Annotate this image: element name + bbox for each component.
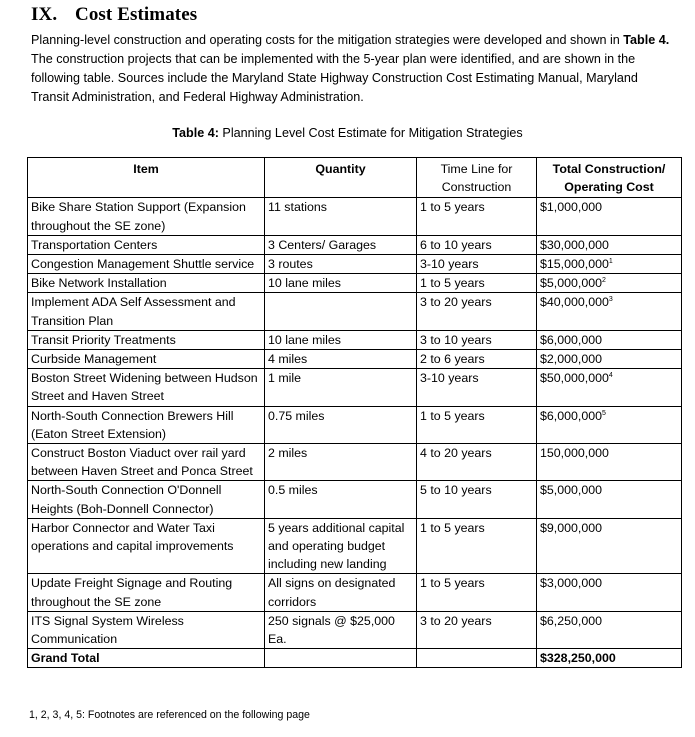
cell-timeline-text: 1 to 5 years bbox=[420, 576, 485, 591]
cell-quantity bbox=[265, 198, 417, 235]
cell-timeline-text: 3-10 years bbox=[420, 371, 479, 386]
cell-timeline-text: 5 to 10 years bbox=[420, 483, 492, 498]
cell-timeline-text: 3 to 20 years bbox=[420, 295, 492, 310]
cell-cost-text: $6,250,000 bbox=[540, 613, 603, 628]
cell-item bbox=[28, 198, 265, 235]
cell-cost-text: $5,000,000 bbox=[540, 483, 603, 498]
header-item: Item bbox=[28, 158, 265, 198]
cell-timeline bbox=[417, 518, 537, 574]
cell-cost bbox=[537, 481, 682, 518]
table-row bbox=[28, 235, 682, 254]
cost-estimate-table bbox=[27, 157, 682, 668]
table-caption bbox=[0, 126, 695, 140]
cell-quantity bbox=[265, 444, 417, 481]
cell-quantity-text: 0.75 miles bbox=[268, 408, 325, 423]
cell-quantity-text: 3 routes bbox=[268, 257, 313, 272]
cell-cost bbox=[537, 406, 682, 443]
cell-item-text: Construct Boston Viaduct over rail yard between Haven Street and Ponca Street bbox=[31, 446, 253, 479]
cell-timeline-text: 1 to 5 years bbox=[420, 520, 485, 535]
cell-timeline bbox=[417, 274, 537, 293]
cell-timeline-text: 1 to 5 years bbox=[420, 276, 485, 291]
cell-cost bbox=[537, 235, 682, 254]
footnote-marker: 5 bbox=[602, 409, 606, 417]
cell-item bbox=[28, 481, 265, 518]
cell-timeline bbox=[417, 350, 537, 369]
cell-cost bbox=[537, 293, 682, 330]
grand-total-quantity-empty bbox=[265, 649, 417, 668]
cell-cost-text: $6,000,000 bbox=[540, 332, 603, 347]
cell-cost-text: $50,000,000 bbox=[540, 371, 609, 386]
cell-timeline-text: 3 to 10 years bbox=[420, 332, 492, 347]
cell-cost bbox=[537, 518, 682, 574]
cell-quantity-text: All signs on designated corridors bbox=[268, 576, 396, 609]
cell-timeline bbox=[417, 369, 537, 406]
grand-total-row bbox=[28, 649, 682, 668]
table-body bbox=[28, 198, 682, 668]
header-quantity: Quantity bbox=[265, 158, 417, 198]
grand-total-label: Grand Total bbox=[28, 649, 265, 668]
table-row bbox=[28, 369, 682, 406]
cell-quantity-text: 0.5 miles bbox=[268, 483, 318, 498]
cell-item bbox=[28, 274, 265, 293]
cell-cost-text: 150,000,000 bbox=[540, 446, 609, 461]
cell-timeline-text: 6 to 10 years bbox=[420, 237, 492, 252]
cell-item-text: Bike Share Station Support (Expansion throughout the SE zone) bbox=[31, 200, 246, 233]
cell-cost bbox=[537, 198, 682, 235]
cell-item bbox=[28, 406, 265, 443]
footnote-marker: 2 bbox=[602, 277, 606, 285]
cell-quantity-text: 5 years additional capital and operating budget including new landing bbox=[268, 520, 405, 572]
intro-text-2: The construction projects that can be implemented with the 5-year plan were identified, and are shown in the following table. Sources include the Maryland State Highway Construction Cost Estimating Manual, Maryland Transit Administration, and Federal Highway Administration. bbox=[31, 52, 638, 104]
table-row bbox=[28, 274, 682, 293]
cell-item bbox=[28, 574, 265, 611]
cell-timeline-text: 3 to 20 years bbox=[420, 613, 492, 628]
table-row bbox=[28, 481, 682, 518]
cell-quantity bbox=[265, 574, 417, 611]
cell-timeline bbox=[417, 198, 537, 235]
cell-quantity bbox=[265, 350, 417, 369]
cell-quantity bbox=[265, 518, 417, 574]
footnote-marker: 1 bbox=[608, 257, 613, 265]
header-timeline: Time Line for Construction bbox=[417, 158, 537, 198]
cell-item-text: ITS Signal System Wireless Communication bbox=[31, 613, 184, 647]
cell-quantity bbox=[265, 235, 417, 254]
cell-cost bbox=[537, 274, 682, 293]
cell-quantity bbox=[265, 611, 417, 648]
grand-total-timeline-empty bbox=[417, 649, 537, 668]
cell-quantity bbox=[265, 481, 417, 518]
cell-quantity bbox=[265, 293, 417, 330]
cell-cost bbox=[537, 255, 682, 274]
cell-timeline bbox=[417, 406, 537, 443]
cell-item-text: Transportation Centers bbox=[31, 237, 158, 252]
cell-timeline bbox=[417, 444, 537, 481]
cell-item-text: Update Freight Signage and Routing throughout the SE zone bbox=[31, 576, 233, 609]
cell-quantity-text: 2 miles bbox=[268, 446, 308, 461]
intro-paragraph bbox=[31, 31, 671, 107]
cell-cost-text: $30,000,000 bbox=[540, 237, 609, 252]
cell-timeline bbox=[417, 574, 537, 611]
cell-timeline-text: 1 to 5 years bbox=[420, 200, 485, 215]
header-cost: Total Construction/ Operating Cost bbox=[537, 158, 682, 198]
table-row bbox=[28, 293, 682, 330]
cell-cost bbox=[537, 350, 682, 369]
cell-timeline bbox=[417, 293, 537, 330]
cell-quantity bbox=[265, 369, 417, 406]
cell-item-text: Bike Network Installation bbox=[31, 276, 167, 291]
cell-quantity-text: 10 lane miles bbox=[268, 332, 342, 347]
grand-total-value: $328,250,000 bbox=[537, 649, 682, 668]
cell-quantity-text: 10 lane miles bbox=[268, 276, 342, 291]
cell-timeline bbox=[417, 330, 537, 349]
cell-quantity bbox=[265, 255, 417, 274]
cell-timeline-text: 1 to 5 years bbox=[420, 408, 485, 423]
cell-timeline bbox=[417, 235, 537, 254]
cell-cost bbox=[537, 444, 682, 481]
cell-cost-text: $5,000,000 bbox=[540, 276, 603, 291]
table-row bbox=[28, 255, 682, 274]
cell-item bbox=[28, 611, 265, 648]
cell-item bbox=[28, 350, 265, 369]
cell-quantity bbox=[265, 330, 417, 349]
cell-item-text: Implement ADA Self Assessment and Transition Plan bbox=[31, 295, 236, 328]
cell-timeline-text: 2 to 6 years bbox=[420, 352, 485, 367]
table-row bbox=[28, 198, 682, 235]
cell-cost-text: $1,000,000 bbox=[540, 200, 603, 215]
cell-cost bbox=[537, 369, 682, 406]
cell-item-text: Congestion Management Shuttle service bbox=[31, 257, 255, 272]
cell-quantity-text: 1 mile bbox=[268, 371, 302, 386]
cell-item bbox=[28, 255, 265, 274]
cell-item-text: North-South Connection O'Donnell Heights (Boh-Donnell Connector) bbox=[31, 483, 222, 516]
table-row bbox=[28, 350, 682, 369]
cell-quantity-text: 3 Centers/ Garages bbox=[268, 237, 377, 252]
cell-item-text: Transit Priority Treatments bbox=[31, 332, 176, 347]
cell-cost-text: $6,000,000 bbox=[540, 408, 603, 423]
cell-cost-text: $15,000,000 bbox=[540, 257, 609, 272]
intro-table-ref: Table 4. bbox=[623, 33, 670, 47]
section-heading bbox=[31, 4, 197, 26]
cell-quantity-text: 4 miles bbox=[268, 352, 308, 367]
intro-text-1: Planning-level construction and operating costs for the mitigation strategies were developed and shown in bbox=[31, 33, 624, 47]
cell-item bbox=[28, 293, 265, 330]
cell-cost bbox=[537, 574, 682, 611]
cell-cost-text: $40,000,000 bbox=[540, 295, 609, 310]
cell-cost-text: $9,000,000 bbox=[540, 520, 603, 535]
footnote-text: 1, 2, 3, 4, 5: Footnotes are referenced on the following page bbox=[29, 709, 310, 721]
footnote-marker: 3 bbox=[608, 296, 613, 304]
cell-cost bbox=[537, 611, 682, 648]
caption-text: Planning Level Cost Estimate for Mitigation Strategies bbox=[218, 126, 523, 140]
section-title: Cost Estimates bbox=[75, 4, 198, 25]
cell-item bbox=[28, 444, 265, 481]
table-header-row bbox=[28, 158, 682, 198]
footnote-marker: 4 bbox=[608, 372, 613, 380]
cell-timeline-text: 4 to 20 years bbox=[420, 446, 492, 461]
table-row bbox=[28, 406, 682, 443]
cell-item-text: Harbor Connector and Water Taxi operations and capital improvements bbox=[31, 520, 234, 554]
cell-item bbox=[28, 330, 265, 349]
table-row bbox=[28, 611, 682, 648]
section-number: IX. bbox=[31, 4, 58, 25]
cell-item-text: North-South Connection Brewers Hill (Eaton Street Extension) bbox=[31, 408, 234, 441]
cell-timeline-text: 3-10 years bbox=[420, 257, 479, 272]
cell-item bbox=[28, 518, 265, 574]
cell-quantity bbox=[265, 274, 417, 293]
cell-timeline bbox=[417, 255, 537, 274]
cell-cost bbox=[537, 330, 682, 349]
caption-label: Table 4: bbox=[172, 126, 219, 140]
cell-item bbox=[28, 235, 265, 254]
table-row bbox=[28, 330, 682, 349]
cell-item bbox=[28, 369, 265, 406]
cell-quantity-text: 11 stations bbox=[268, 200, 328, 215]
cell-timeline bbox=[417, 481, 537, 518]
cell-cost-text: $3,000,000 bbox=[540, 576, 603, 591]
table-row bbox=[28, 518, 682, 574]
cell-quantity bbox=[265, 406, 417, 443]
table-row bbox=[28, 574, 682, 611]
cell-item-text: Boston Street Widening between Hudson Street and Haven Street bbox=[31, 371, 258, 404]
cell-cost-text: $2,000,000 bbox=[540, 352, 603, 367]
cell-timeline bbox=[417, 611, 537, 648]
cell-item-text: Curbside Management bbox=[31, 352, 157, 367]
cell-quantity-text: 250 signals @ $25,000 Ea. bbox=[268, 613, 395, 647]
table-row bbox=[28, 444, 682, 481]
